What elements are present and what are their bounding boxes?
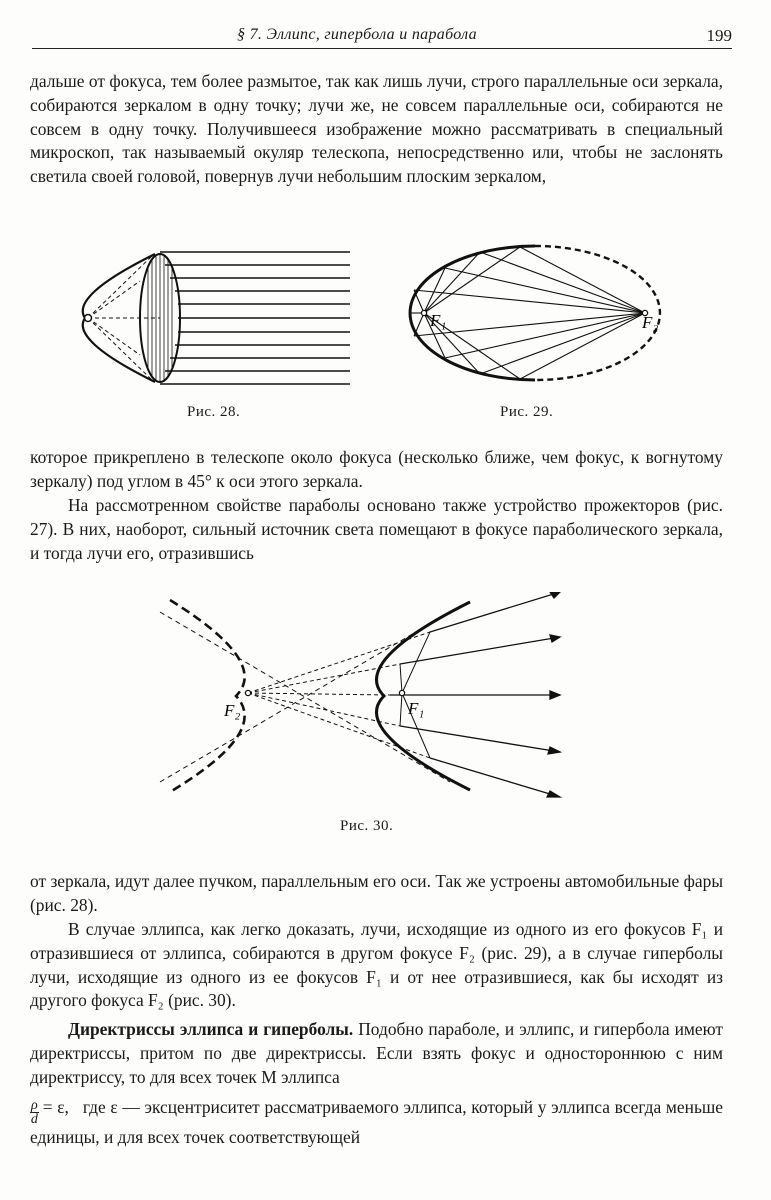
- fraction-denominator: d: [30, 1112, 38, 1127]
- fig30-label-f2: F₂: [224, 701, 241, 720]
- paragraph-3: На рассмотренном свойстве параболы основано также устройство прожекторов (рис. 27). В них, наоборот, сильный источник света помещают в фокусе параболического зеркала, и тогда лучи его, отразившись: [30, 495, 723, 563]
- fig29-ellipse-solid-arc: [410, 246, 535, 380]
- fig28-focus-point: [85, 315, 92, 322]
- fig30-left-branch: [170, 600, 245, 792]
- fig30-label-f1: F₁: [408, 699, 425, 718]
- paragraph-6: [30, 1018, 723, 1089]
- section-title: § 7. Эллипс, гипербола и парабола: [237, 26, 477, 43]
- paragraph-2: которое прикреплено в телескопе около фокуса (несколько ближе, чем фокус, к вогнутому зеркалу) под углом в 45° к оси этого зеркала.: [30, 447, 723, 491]
- figure-30-hyperbola: [150, 592, 590, 812]
- fig30-right-branch: [376, 602, 470, 790]
- figure-30-caption: Рис. 30.: [340, 818, 394, 834]
- fig29-label-f1: F₁: [430, 311, 447, 330]
- equation-eps: = ε,: [42, 1097, 69, 1117]
- rho-over-d-fraction: [30, 1099, 39, 1126]
- fig30-reflected-rays: [390, 592, 560, 797]
- fig30-focus2-point: [245, 690, 250, 695]
- fig28-focus-rays: [88, 256, 160, 380]
- running-header: [32, 24, 732, 48]
- paragraph-7-text: где ε — эксцентриситет рассматриваемого эллипса, который у эллипса всегда меньше единицы, и для всех точек соответствующей: [30, 1097, 723, 1147]
- header-rule: [32, 48, 732, 49]
- figure-28-caption: Рис. 28.: [187, 404, 241, 420]
- figure-29-ellipse: [400, 238, 680, 388]
- page-number: 199: [706, 26, 732, 45]
- fig29-label-f2: F₂: [642, 313, 659, 332]
- directrix-heading: Директриссы эллипса и гиперболы.: [68, 1019, 354, 1039]
- fraction-numerator: ρ: [31, 1098, 38, 1113]
- fig29-focus1-point: [421, 310, 426, 315]
- fig28-parallel-rays: [160, 252, 350, 384]
- paragraph-5: В случае эллипса, как легко доказать, лучи, исходящие из одного из его фокусов F₁ и отразившиеся от эллипса, собираются в другом фокусе F₂ (рис. 29), а в случае гиперболы лучи, исходящие из одного из ее фокусов F₁ и от нее отразившиеся, как бы исходят из другого фокуса F₂ (рис. 30).: [30, 919, 723, 1011]
- paragraph-4: от зеркала, идут далее пучком, параллельным его оси. Так же устроены автомобильные фары (рис. 28).: [30, 871, 723, 915]
- figure-28-parabolic-mirror: [60, 236, 360, 396]
- fig30-focus1-point: [399, 690, 404, 695]
- paragraph-1: дальше от фокуса, тем более размытое, так как лишь лучи, строго параллельные оси зеркала, собираются зеркалом в одну точку; лучи же, не совсем параллельные оси, собираются не совсем в одну точку. Получившееся изображение можно рассматривать в специальный микроскоп, так называемый окуляр телескопа, непосредственно или, чтобы не заслонять светила своей головой, повернув лучи небольшим плоским зеркалом,: [30, 71, 723, 187]
- paragraph-6-text: Подобно параболе, и эллипс, и гипербола имеют директриссы, притом по две директриссы. Если взять фокус и одностороннюю с ним директриссу, то для всех точек M эллипса: [30, 1019, 724, 1087]
- paragraph-7: [30, 1096, 723, 1150]
- figure-29-caption: Рис. 29.: [500, 404, 554, 420]
- fig30-asymptotes: [160, 612, 450, 782]
